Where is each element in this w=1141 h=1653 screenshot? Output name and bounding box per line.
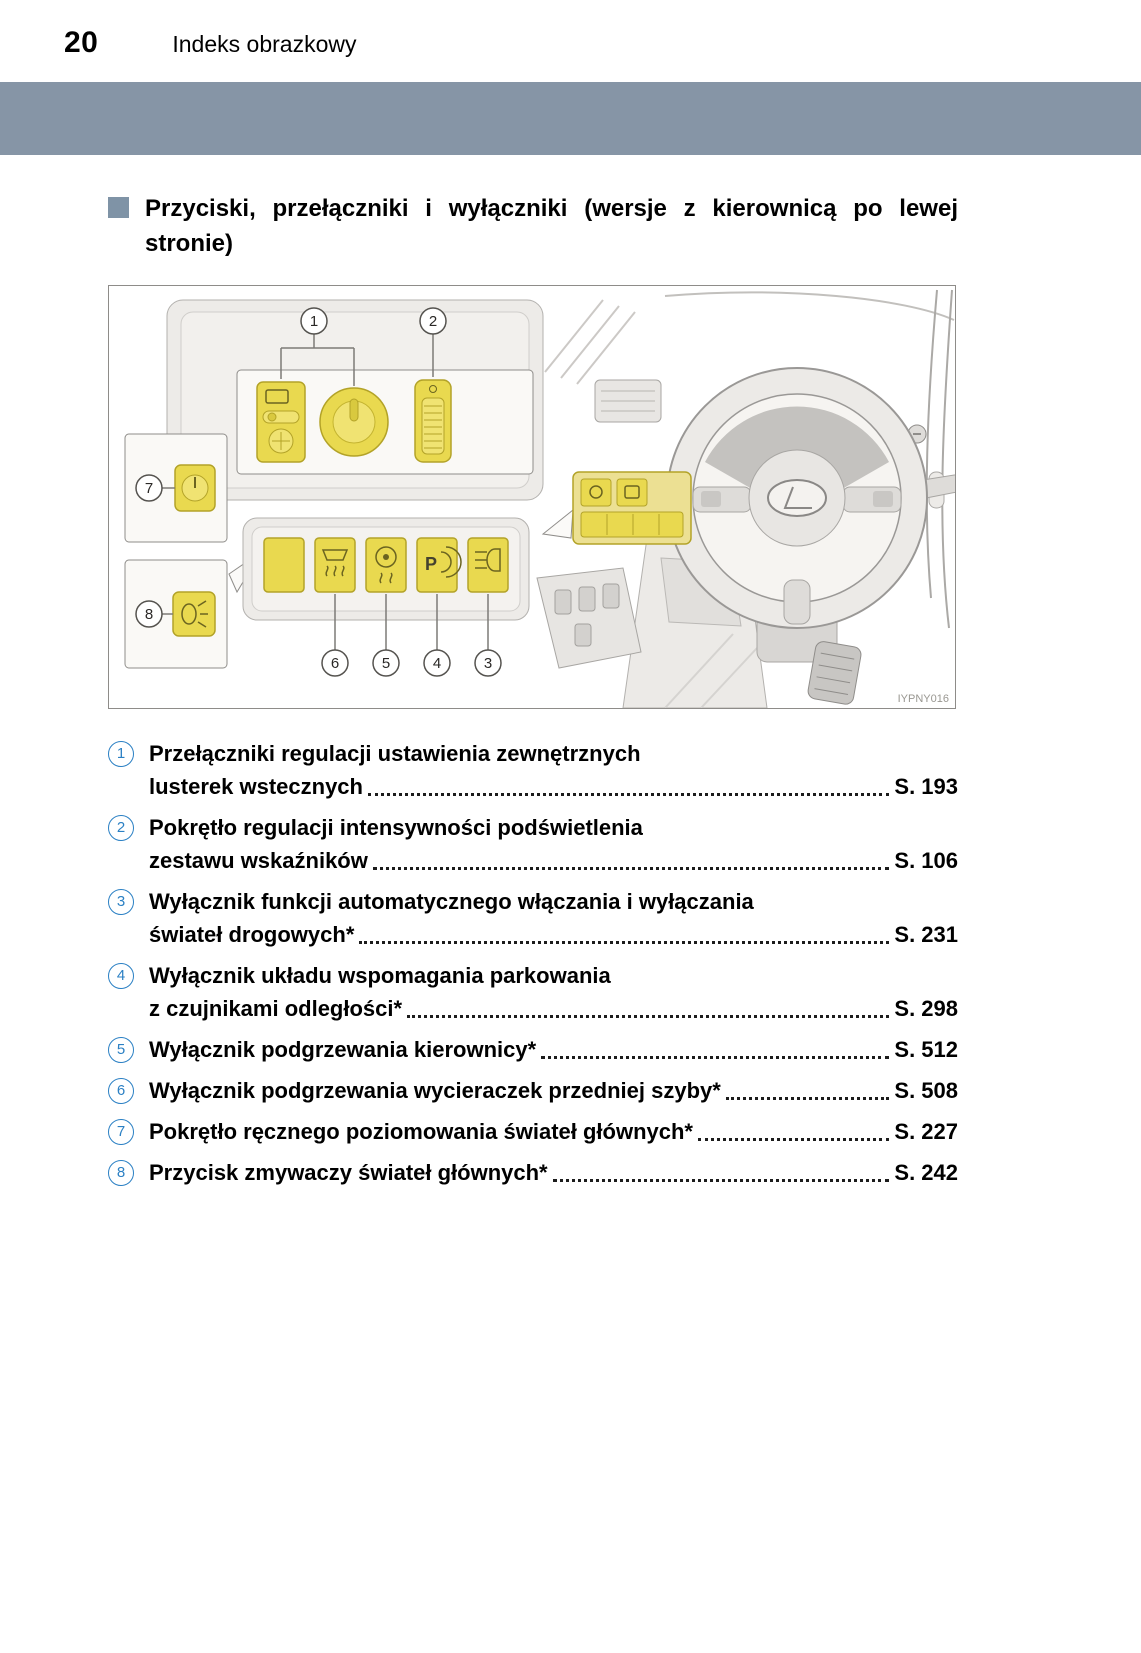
index-item bbox=[108, 737, 958, 803]
item-text: z czujnikami odległości* bbox=[149, 995, 403, 1021]
callout-1 bbox=[301, 308, 327, 334]
page-reference: S. 242 bbox=[894, 1159, 958, 1185]
page-reference: S. 193 bbox=[894, 773, 958, 799]
pointer-wedge-column bbox=[543, 510, 573, 538]
dotted-leader bbox=[368, 793, 889, 796]
dotted-leader bbox=[373, 867, 890, 870]
index-item bbox=[108, 885, 958, 951]
dotted-leader bbox=[553, 1179, 890, 1182]
svg-text:6: 6 bbox=[330, 655, 340, 672]
item-text: Wyłącznik układu wspomagania parkowania bbox=[149, 962, 611, 988]
item-text: Wyłącznik funkcji automatycznego włączania i wyłączania bbox=[149, 888, 754, 914]
dotted-leader bbox=[698, 1138, 889, 1141]
steering-wheel bbox=[667, 368, 927, 628]
svg-text:3: 3 bbox=[483, 655, 493, 672]
svg-text:1: 1 bbox=[309, 313, 319, 330]
page-reference: S. 508 bbox=[894, 1077, 958, 1103]
figure-watermark: IYPNY016 bbox=[897, 693, 949, 705]
header-band bbox=[0, 82, 1141, 155]
callout-5 bbox=[373, 650, 399, 676]
index-item bbox=[108, 1074, 958, 1107]
item-text: Wyłącznik podgrzewania kierownicy* bbox=[149, 1036, 537, 1062]
window-switch-cluster bbox=[537, 568, 641, 668]
item-text: Przełączniki regulacji ustawienia zewnętrznych bbox=[149, 740, 641, 766]
item-number-badge: 5 bbox=[108, 1037, 134, 1063]
item-number-badge: 7 bbox=[108, 1119, 134, 1145]
page-reference: S. 227 bbox=[894, 1118, 958, 1144]
index-item bbox=[108, 1033, 958, 1066]
item-text: Wyłącznik podgrzewania wycieraczek przedniej szyby* bbox=[149, 1077, 721, 1103]
callout-6 bbox=[322, 650, 348, 676]
callout-3 bbox=[475, 650, 501, 676]
column-switch-cluster bbox=[573, 472, 691, 544]
section-heading-line1: Przyciski, przełączniki i wyłączniki (wersje z kierownicą po lewej bbox=[145, 195, 958, 222]
page-reference: S. 231 bbox=[894, 921, 958, 947]
windshield-edge bbox=[665, 292, 954, 320]
callout-4 bbox=[424, 650, 450, 676]
steering-heat-switch bbox=[366, 538, 406, 592]
dotted-leader bbox=[407, 1015, 889, 1018]
dotted-leader bbox=[726, 1097, 890, 1100]
wiper-deicer-switch bbox=[315, 538, 355, 592]
mirror-selector-knob bbox=[320, 388, 388, 456]
svg-text:P: P bbox=[424, 554, 438, 574]
air-vent bbox=[595, 380, 661, 422]
item-text: zestawu wskaźników bbox=[149, 847, 368, 873]
index-item bbox=[108, 1115, 958, 1148]
headlight-leveling-knob bbox=[175, 465, 215, 511]
brightness-dial bbox=[415, 380, 451, 462]
dotted-leader bbox=[359, 941, 889, 944]
lexus-emblem bbox=[768, 480, 826, 516]
item-number-badge: 4 bbox=[108, 963, 134, 989]
page-reference: S. 512 bbox=[894, 1036, 958, 1062]
running-header bbox=[0, 0, 1141, 60]
page-number: 20 bbox=[64, 26, 99, 59]
svg-text:7: 7 bbox=[144, 480, 154, 497]
page-reference: S. 298 bbox=[894, 995, 958, 1021]
item-number-badge: 8 bbox=[108, 1160, 134, 1186]
index-item bbox=[108, 1156, 958, 1189]
page-reference: S. 106 bbox=[894, 847, 958, 873]
index-item bbox=[108, 811, 958, 877]
index-item bbox=[108, 959, 958, 1025]
item-number-badge: 6 bbox=[108, 1078, 134, 1104]
park-assist-switch bbox=[417, 538, 461, 592]
svg-text:5: 5 bbox=[381, 655, 391, 672]
callout-8 bbox=[136, 601, 162, 627]
svg-text:4: 4 bbox=[432, 655, 442, 672]
item-number-badge: 2 bbox=[108, 815, 134, 841]
item-text: Pokrętło ręcznego poziomowania świateł głównych* bbox=[149, 1118, 693, 1144]
svg-text:8: 8 bbox=[144, 606, 154, 623]
dashboard-illustration bbox=[108, 285, 956, 709]
blank-switch bbox=[264, 538, 304, 592]
item-number-badge: 3 bbox=[108, 889, 134, 915]
svg-text:2: 2 bbox=[428, 313, 438, 330]
item-text: lusterek wstecznych bbox=[149, 773, 363, 799]
section-heading bbox=[108, 191, 958, 261]
item-text: Przycisk zmywaczy świateł głównych* bbox=[149, 1159, 548, 1185]
picture-index-list bbox=[108, 737, 958, 1189]
callout-7 bbox=[136, 475, 162, 501]
auto-high-beam-switch bbox=[468, 538, 508, 592]
section-bullet-icon bbox=[108, 197, 129, 218]
accelerator-pedal bbox=[807, 640, 862, 705]
chapter-title: Indeks obrazkowy bbox=[172, 31, 357, 57]
item-text: świateł drogowych* bbox=[149, 921, 355, 947]
door-trim bbox=[927, 290, 952, 628]
callout-2 bbox=[420, 308, 446, 334]
section-heading-line2: stronie) bbox=[145, 230, 234, 257]
mirror-adjust-switch bbox=[257, 382, 305, 462]
dotted-leader bbox=[541, 1056, 889, 1059]
item-number-badge: 1 bbox=[108, 741, 134, 767]
item-text: Pokrętło regulacji intensywności podświetlenia bbox=[149, 814, 643, 840]
windshield-hatch-lines bbox=[545, 300, 635, 384]
headlamp-washer-switch bbox=[173, 592, 215, 636]
